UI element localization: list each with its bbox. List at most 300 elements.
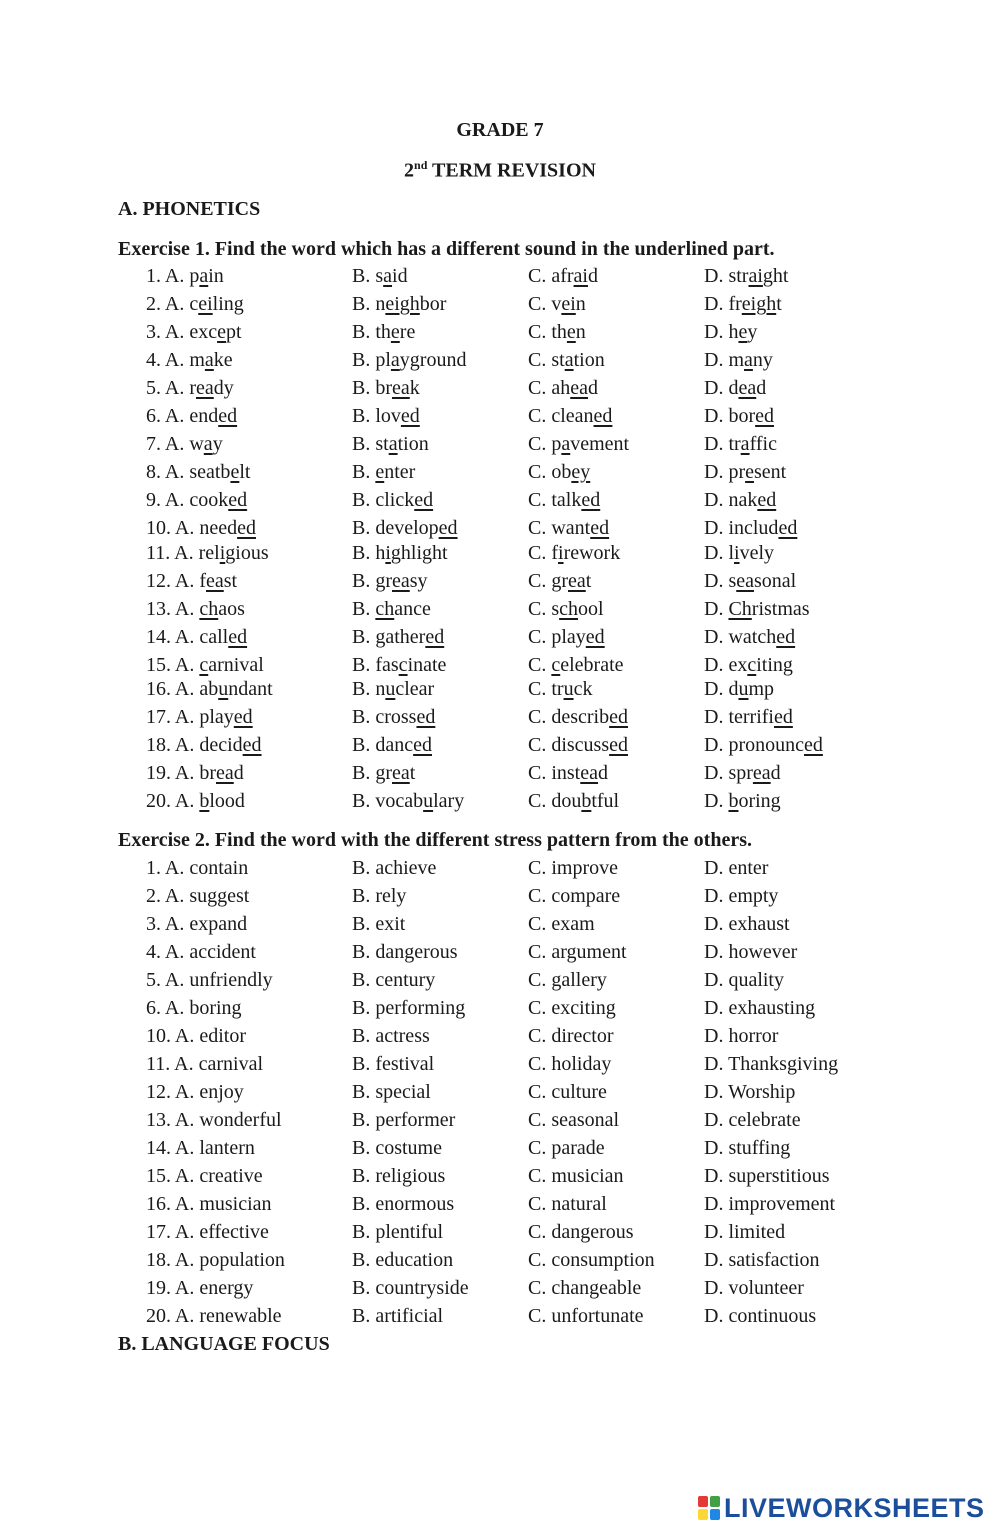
word-part: C. afr <box>528 265 574 287</box>
word-part: nter <box>384 461 416 483</box>
exercise-2-item <box>0 997 1000 1025</box>
word-part: B. th <box>352 321 391 343</box>
word-part: B. st <box>352 433 389 455</box>
exercise-1-title: Exercise 1. Find the word which has a different sound in the underlined part. <box>118 238 775 260</box>
underlined-part: c <box>747 654 757 676</box>
word-part: D. s <box>704 570 737 592</box>
word-part: re <box>399 321 416 343</box>
word-part: 9. A. cook <box>146 489 229 511</box>
option-a: 12. A. enjoy <box>146 1081 244 1103</box>
underlined-part: ea <box>392 377 410 399</box>
exercise-1-item <box>0 321 1000 349</box>
word-part: B. cross <box>352 706 417 728</box>
option-d <box>704 433 777 456</box>
word-part: D. watch <box>704 626 777 648</box>
option-d: D. empty <box>704 885 779 907</box>
exercise-2-item <box>0 1277 1000 1305</box>
liveworksheets-logo-icon <box>698 1496 720 1520</box>
option-c <box>528 433 629 456</box>
word-part: 8. A. seatb <box>146 461 231 483</box>
option-d <box>704 678 774 701</box>
option-c <box>528 293 586 316</box>
option-c <box>528 654 624 677</box>
underlined-part: i <box>385 542 391 564</box>
underlined-part: ed <box>414 489 434 511</box>
option-a <box>146 542 269 565</box>
underlined-part: a <box>740 433 750 455</box>
option-c: C. gallery <box>528 969 607 991</box>
word-part: B. s <box>352 265 384 287</box>
option-c: C. exciting <box>528 997 616 1019</box>
option-c: C. director <box>528 1025 614 1047</box>
underlined-part: ed <box>218 405 238 427</box>
option-d <box>704 293 782 316</box>
option-a <box>146 790 245 813</box>
exercise-1-item <box>0 405 1000 433</box>
option-b: B. plentiful <box>352 1221 444 1243</box>
option-b: B. enormous <box>352 1193 455 1215</box>
word-part: elebrate <box>560 654 624 676</box>
exercise-1-item <box>0 678 1000 706</box>
option-b: B. countryside <box>352 1277 469 1299</box>
underlined-part: eigh <box>385 293 420 315</box>
option-d: D. horror <box>704 1025 779 1047</box>
word-part: B. <box>352 461 376 483</box>
exercise-2-item <box>0 969 1000 997</box>
underlined-part: Ch <box>728 598 752 620</box>
option-c <box>528 678 592 701</box>
word-part: st <box>223 570 238 592</box>
word-part: 4. A. m <box>146 349 205 371</box>
option-a <box>146 626 247 649</box>
option-a <box>146 489 247 512</box>
option-a <box>146 349 233 372</box>
option-c <box>528 377 598 400</box>
exercise-2-item <box>0 1249 1000 1277</box>
option-a <box>146 762 244 785</box>
underlined-part: ed <box>228 489 248 511</box>
word-part: yground <box>399 349 467 371</box>
word-part: D. bor <box>704 405 756 427</box>
word-part: tion <box>573 349 605 371</box>
exercise-2-item <box>0 1221 1000 1249</box>
underlined-part: e <box>230 461 240 483</box>
word-part: rework <box>563 542 621 564</box>
word-part: n <box>575 293 586 315</box>
option-a <box>146 321 242 344</box>
word-part: D. d <box>704 678 739 700</box>
option-c <box>528 321 586 344</box>
word-part: B. lov <box>352 405 401 427</box>
option-a <box>146 293 244 316</box>
word-part: mp <box>748 678 775 700</box>
word-part: 12. A. f <box>146 570 206 592</box>
word-part: D. d <box>704 377 739 399</box>
option-a <box>146 570 237 593</box>
exercise-1-item <box>0 706 1000 734</box>
option-b: B. exit <box>352 913 406 935</box>
option-c: C. argument <box>528 941 627 963</box>
word-part: y <box>747 321 758 343</box>
option-d: D. Thanksgiving <box>704 1053 839 1075</box>
exercise-2-item <box>0 885 1000 913</box>
word-part: tion <box>397 433 429 455</box>
option-d <box>704 377 766 400</box>
option-c <box>528 790 619 813</box>
word-part: clear <box>395 678 435 700</box>
word-part: D. <box>704 598 729 620</box>
underlined-part: ch <box>199 598 219 620</box>
underlined-part: e <box>217 321 226 343</box>
exercise-1-item <box>0 489 1000 517</box>
underlined-part: ey <box>571 461 591 483</box>
option-c: C. changeable <box>528 1277 642 1299</box>
exercise-2-title: Exercise 2. Find the word with the different stress pattern from the others. <box>118 829 752 851</box>
exercise-2-item <box>0 1193 1000 1221</box>
underlined-part: ed <box>413 734 432 756</box>
underlined-part: c <box>398 654 408 676</box>
word-part: C. v <box>528 293 562 315</box>
underlined-part: u <box>423 790 434 812</box>
word-part: B. br <box>352 377 392 399</box>
word-part: 13. A. <box>146 598 200 620</box>
word-part: dy <box>213 377 234 399</box>
option-a <box>146 734 262 757</box>
option-a: 20. A. renewable <box>146 1305 282 1327</box>
underlined-part: ed <box>755 405 774 427</box>
exercise-2-item <box>0 941 1000 969</box>
option-a <box>146 265 224 288</box>
word-part: n <box>575 321 586 343</box>
word-part: B. pl <box>352 349 391 371</box>
word-part: 7. A. w <box>146 433 204 455</box>
option-b <box>352 433 429 456</box>
word-part: D. fr <box>704 293 742 315</box>
word-part: 15. A. <box>146 654 200 676</box>
word-part: B. vocab <box>352 790 424 812</box>
underlined-part: e <box>390 321 400 343</box>
option-b <box>352 570 428 593</box>
option-d <box>704 461 786 484</box>
word-part: sonal <box>754 570 797 592</box>
option-d <box>704 570 796 593</box>
exercise-1-item <box>0 377 1000 405</box>
option-b <box>352 626 444 649</box>
option-a <box>146 678 273 701</box>
option-c: C. unfortunate <box>528 1305 644 1327</box>
exercise-2-item <box>0 1053 1000 1081</box>
word-part: lt <box>239 461 251 483</box>
option-d: D. exhaust <box>704 913 790 935</box>
section-a-heading: A. PHONETICS <box>118 198 261 220</box>
option-d: D. improvement <box>704 1193 836 1215</box>
option-a: 5. A. unfriendly <box>146 969 273 991</box>
option-c <box>528 265 598 288</box>
word-part: oring <box>738 790 781 812</box>
underlined-part: b <box>728 790 739 812</box>
word-part: ristmas <box>751 598 810 620</box>
option-c <box>528 570 591 593</box>
underlined-part: ed <box>233 706 253 728</box>
exercise-2-item <box>0 857 1000 885</box>
option-c: C. compare <box>528 885 621 907</box>
word-part: C. th <box>528 321 567 343</box>
underlined-part: u <box>218 678 229 700</box>
word-part: sy <box>409 570 428 592</box>
underlined-part: a <box>564 349 574 371</box>
underlined-part: ed <box>609 734 629 756</box>
word-part: id <box>392 265 408 287</box>
option-b: B. religious <box>352 1165 446 1187</box>
option-b: B. artificial <box>352 1305 444 1327</box>
exercise-1-item <box>0 433 1000 461</box>
underlined-part: ea <box>570 377 588 399</box>
underlined-part: ai <box>573 265 588 287</box>
word-part: B. n <box>352 293 386 315</box>
option-d: D. however <box>704 941 798 963</box>
exercise-2-item <box>0 1305 1000 1333</box>
option-b: B. dangerous <box>352 941 458 963</box>
logo-text: LIVEWORKSHEETS <box>724 1492 985 1523</box>
option-a: 19. A. energy <box>146 1277 254 1299</box>
underlined-part: ed <box>585 626 605 648</box>
word-part: D. tr <box>704 433 741 455</box>
word-part: tful <box>591 790 620 812</box>
option-c: C. exam <box>528 913 595 935</box>
exercise-1-item <box>0 349 1000 377</box>
option-d <box>704 321 757 344</box>
word-part: d <box>756 377 767 399</box>
option-b <box>352 598 431 621</box>
option-c <box>528 349 605 372</box>
page-subtitle <box>0 158 1000 183</box>
word-part: B. gr <box>352 570 392 592</box>
option-b <box>352 461 415 484</box>
word-part: C. ah <box>528 377 571 399</box>
option-d: D. continuous <box>704 1305 817 1327</box>
underlined-part: u <box>563 678 574 700</box>
word-part: d <box>233 762 244 784</box>
underlined-part: ea <box>392 570 410 592</box>
option-b: B. performer <box>352 1109 456 1131</box>
exercise-1-item <box>0 517 1000 545</box>
word-part: arnival <box>208 654 264 676</box>
option-d: D. stuffing <box>704 1137 791 1159</box>
underlined-part: ei <box>561 293 576 315</box>
word-part: B. h <box>352 542 386 564</box>
option-b: B. performing <box>352 997 466 1019</box>
option-a: 15. A. creative <box>146 1165 263 1187</box>
option-d <box>704 762 781 785</box>
underlined-part: ea <box>196 377 214 399</box>
word-part: C. st <box>528 349 565 371</box>
option-c: C. musician <box>528 1165 624 1187</box>
underlined-part: u <box>738 678 749 700</box>
underlined-part: ed <box>609 706 628 728</box>
exercise-1-item <box>0 734 1000 762</box>
word-part: ffic <box>749 433 777 455</box>
option-a: 17. A. effective <box>146 1221 269 1243</box>
option-a: 10. A. editor <box>146 1025 246 1047</box>
option-d <box>704 654 793 677</box>
underlined-part: a <box>204 349 214 371</box>
underlined-part: ea <box>206 570 224 592</box>
underlined-part: ed <box>425 626 445 648</box>
underlined-part: a <box>390 349 400 371</box>
underlined-part: ei <box>198 293 213 315</box>
word-part: d <box>770 762 781 784</box>
option-a <box>146 405 237 428</box>
underlined-part: ed <box>242 734 262 756</box>
option-d <box>704 598 810 621</box>
underlined-part: ch <box>375 598 395 620</box>
word-part: C. <box>528 654 552 676</box>
word-part: lary <box>433 790 465 812</box>
word-part: C. f <box>528 542 558 564</box>
option-d: D. quality <box>704 969 784 991</box>
option-c <box>528 489 600 512</box>
exercise-1-item <box>0 762 1000 790</box>
word-part: d <box>598 762 609 784</box>
underlined-part: ed <box>416 706 436 728</box>
underlined-part: eigh <box>741 293 777 315</box>
option-c <box>528 706 628 729</box>
word-part: D. pronounc <box>704 734 804 756</box>
option-a: 4. A. accident <box>146 941 256 963</box>
word-part: t <box>585 570 592 592</box>
word-part: 19. A. br <box>146 762 216 784</box>
option-b <box>352 734 432 757</box>
word-part: B. fas <box>352 654 399 676</box>
underlined-part: u <box>385 678 396 700</box>
underlined-part: ea <box>736 570 754 592</box>
option-a <box>146 654 264 677</box>
option-d <box>704 706 793 729</box>
underlined-part: ed <box>803 734 823 756</box>
word-part: C. dou <box>528 790 582 812</box>
word-part: C. clean <box>528 405 594 427</box>
underlined-part: ch <box>559 598 579 620</box>
exercise-1-item <box>0 790 1000 818</box>
word-part: C. gr <box>528 570 568 592</box>
option-b <box>352 517 458 540</box>
underlined-part: e <box>738 321 748 343</box>
option-d <box>704 542 774 565</box>
word-part: D. nak <box>704 489 758 511</box>
option-d: D. exhausting <box>704 997 816 1019</box>
option-a <box>146 517 256 540</box>
word-part: 1. A. p <box>146 265 200 287</box>
word-part: C. discuss <box>528 734 610 756</box>
option-d <box>704 265 788 288</box>
underlined-part: a <box>199 265 209 287</box>
option-a <box>146 598 245 621</box>
option-c <box>528 461 590 484</box>
word-part: 5. A. r <box>146 377 196 399</box>
word-part: B. develop <box>352 517 439 539</box>
word-part: gious <box>225 542 269 564</box>
underlined-part: ea <box>738 377 757 399</box>
underlined-part: ed <box>438 517 458 539</box>
word-part: D. terrifi <box>704 706 774 728</box>
exercise-1-item <box>0 461 1000 489</box>
word-part: 3. A. exc <box>146 321 218 343</box>
underlined-part: ea <box>216 762 234 784</box>
word-part: B. n <box>352 678 386 700</box>
option-d: D. volunteer <box>704 1277 804 1299</box>
exercise-2-item <box>0 1165 1000 1193</box>
option-c: C. consumption <box>528 1249 655 1271</box>
word-part: iting <box>756 654 793 676</box>
option-d: D. enter <box>704 857 769 879</box>
word-part: C. talk <box>528 489 582 511</box>
underlined-part: ed <box>757 489 777 511</box>
option-d <box>704 626 795 649</box>
option-a: 1. A. contain <box>146 857 249 879</box>
word-part: 18. A. decid <box>146 734 243 756</box>
option-b <box>352 377 420 400</box>
option-c <box>528 598 604 621</box>
underlined-part: e <box>375 461 385 483</box>
underlined-part: i <box>734 542 740 564</box>
word-part: D. str <box>704 265 749 287</box>
word-part: vement <box>570 433 630 455</box>
word-part: ke <box>213 349 233 371</box>
exercise-1-item <box>0 542 1000 570</box>
word-part: 20. A. <box>146 790 200 812</box>
word-part: ndant <box>228 678 273 700</box>
word-part: C. describ <box>528 706 610 728</box>
option-d <box>704 349 773 372</box>
word-part: t <box>776 293 782 315</box>
option-d: D. superstitious <box>704 1165 830 1187</box>
section-b-heading: B. LANGUAGE FOCUS <box>118 1333 330 1355</box>
option-b <box>352 790 464 813</box>
word-part: D. includ <box>704 517 779 539</box>
option-c: C. dangerous <box>528 1221 634 1243</box>
option-b: B. century <box>352 969 436 991</box>
option-b <box>352 349 466 372</box>
word-part: 2. A. c <box>146 293 199 315</box>
word-part: C. ob <box>528 461 572 483</box>
option-a: 6. A. boring <box>146 997 242 1019</box>
word-part: lood <box>209 790 245 812</box>
option-b: B. special <box>352 1081 431 1103</box>
word-part: D. ex <box>704 654 748 676</box>
option-c: C. culture <box>528 1081 607 1103</box>
word-part: 14. A. call <box>146 626 229 648</box>
option-c: C. parade <box>528 1137 605 1159</box>
word-part: B. click <box>352 489 415 511</box>
word-part: D. spr <box>704 762 753 784</box>
option-a <box>146 377 234 400</box>
option-b: B. education <box>352 1249 454 1271</box>
option-a: 3. A. expand <box>146 913 248 935</box>
option-d: D. limited <box>704 1221 786 1243</box>
word-part: y <box>212 433 223 455</box>
option-d <box>704 405 774 428</box>
option-c: C. holiday <box>528 1053 612 1075</box>
option-b: B. actress <box>352 1025 430 1047</box>
underlined-part: b <box>581 790 592 812</box>
word-part: ance <box>394 598 431 620</box>
option-a: 18. A. population <box>146 1249 285 1271</box>
underlined-part: e <box>745 461 754 483</box>
subtitle-ordinal: 2 <box>404 159 415 182</box>
word-part: D. <box>704 790 729 812</box>
option-a <box>146 433 223 456</box>
word-part: B. gr <box>352 762 392 784</box>
